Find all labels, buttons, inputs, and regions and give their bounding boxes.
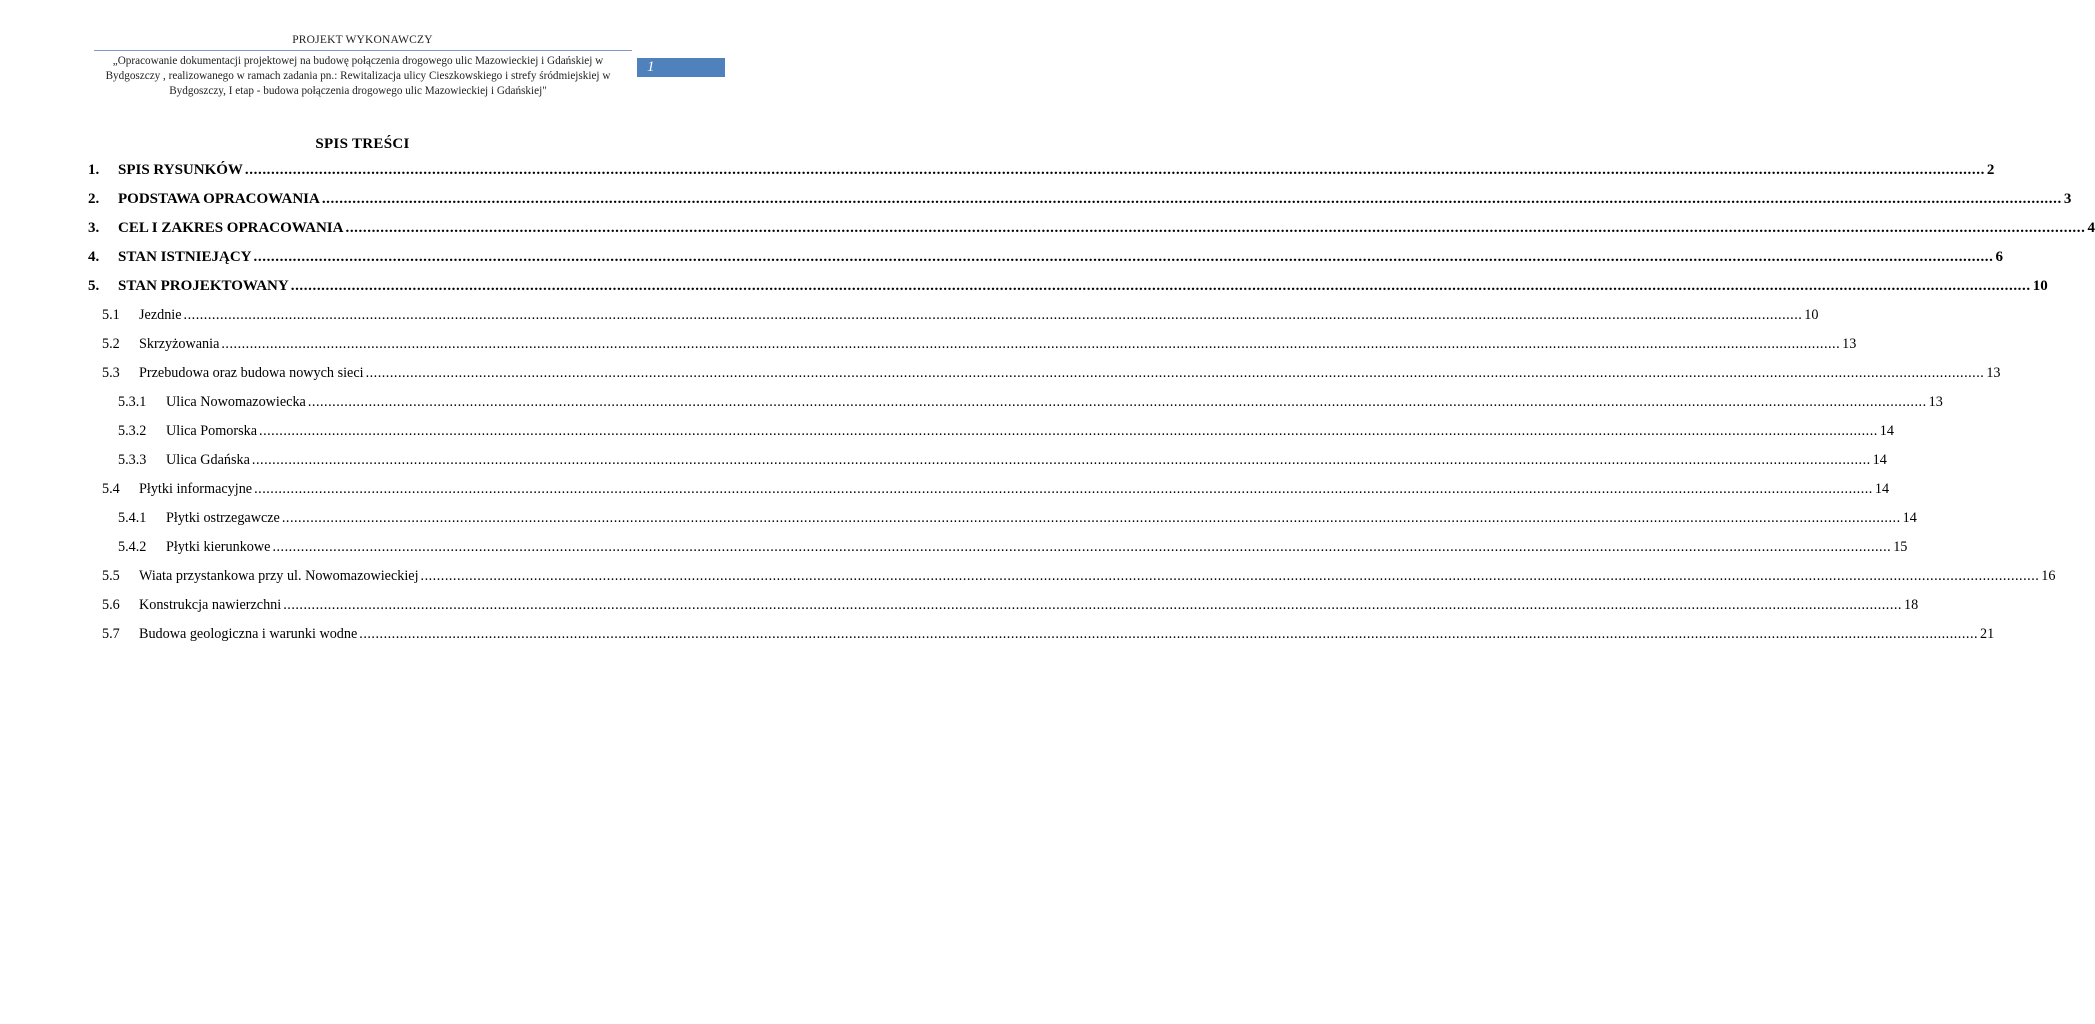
toc-entry-page: 15 [1893,539,1908,555]
toc-dot-leader: ................................................................................................................................................................................................................................................................................................................................................................................................................ [254,481,1873,497]
toc-entry-title: Ulica Gdańska [166,452,250,468]
toc-entry[interactable] [88,365,2001,394]
toc-entry[interactable] [88,452,1887,481]
toc-entry-number: 5.4 [102,481,120,497]
toc-entry-number: 3. [88,220,100,236]
toc-entry-number: 5.3.1 [118,394,147,410]
toc-entry-number: 5.3.3 [118,452,147,468]
toc-entry[interactable] [88,394,1943,423]
toc-dot-leader: ................................................................................................................................................................................................................................................................................................................................................................................................................ [221,336,1841,352]
toc-entry-page: 21 [1980,626,1995,642]
toc-dot-leader: ................................................................................................................................................................................................................................................................................................................................................................................................................ [321,191,2062,207]
toc-entry-number: 5.7 [102,626,120,642]
toc-entry-page: 4 [2087,220,2095,236]
toc-entry-page: 13 [1842,336,1857,352]
toc-entry-title: STAN ISTNIEJĄCY [118,249,252,265]
toc-entry-title: Płytki informacyjne [139,481,253,497]
toc-entry-page: 18 [1903,597,1919,613]
toc-entry-number: 5.1 [102,307,120,323]
toc-entry-page: 14 [1902,510,1917,526]
toc-entry[interactable] [88,626,1995,655]
toc-entry-title: Płytki kierunkowe [166,539,271,555]
toc-entry[interactable] [88,249,2004,278]
toc-entry-title: Ulica Pomorska [166,423,258,439]
toc-entry-page: 13 [1986,365,2001,381]
toc-entry[interactable] [88,539,1908,568]
toc-title: SPIS TREŚCI [315,136,410,152]
toc-entry-number: 5. [88,278,100,294]
toc-entry-page: 16 [2041,568,2056,584]
toc-entry-title: Skrzyżowania [139,336,220,352]
toc-entry-page: 2 [1986,162,1995,178]
toc-entry-page: 14 [1879,423,1894,439]
toc-dot-leader: ................................................................................................................................................................................................................................................................................................................................................................................................................ [345,220,2086,236]
toc-entry-page: 3 [2063,191,2072,207]
toc-entry-title: Ulica Nowomazowiecka [166,394,306,410]
toc-dot-leader: ................................................................................................................................................................................................................................................................................................................................................................................................................ [183,307,1803,323]
toc-entry-number: 5.4.2 [118,539,147,555]
toc-entry[interactable] [88,510,1917,539]
toc-entry[interactable] [88,423,1894,452]
toc-dot-leader: ................................................................................................................................................................................................................................................................................................................................................................................................................ [244,162,1985,178]
toc-entry[interactable] [88,568,2056,597]
toc-entry[interactable] [88,481,1890,510]
toc-dot-leader: ................................................................................................................................................................................................................................................................................................................................................................................................................ [420,568,2040,584]
toc-entry-page: 14 [1874,481,1890,497]
toc-dot-leader: ................................................................................................................................................................................................................................................................................................................................................................................................................ [259,423,1878,439]
table-of-contents [88,162,2095,655]
toc-entry-page: 13 [1928,394,1943,410]
toc-entry-number: 5.3 [102,365,120,381]
header-description: „Opracowanie dokumentacji projektowej na budowę połączenia drogowego ulic Mazowieckiej i Gdańskiej w Bydgoszczy , realizowanego w ramach zadania pn.: Rewitalizacja ulicy Cieszkowskiego i strefy śródmiejskiej w Bydgoszczy, I etap - budowa połączenia drogowego ulic Mazowieckiej i Gdańskiej" [105,55,611,97]
toc-entry-number: 5.6 [102,597,120,613]
toc-entry-title: Konstrukcja nawierzchni [139,597,282,613]
toc-entry-title: CEL I ZAKRES OPRACOWANIA [118,220,344,236]
toc-dot-leader: ................................................................................................................................................................................................................................................................................................................................................................................................................ [365,365,1985,381]
toc-dot-leader: ................................................................................................................................................................................................................................................................................................................................................................................................................ [359,626,1979,642]
toc-entry-title: STAN PROJEKTOWANY [118,278,289,294]
toc-entry-page: 6 [1995,249,2004,265]
header-title: PROJEKT WYKONAWCZY [292,34,433,46]
toc-entry-title: Przebudowa oraz budowa nowych sieci [139,365,364,381]
toc-entry-number: 5.4.1 [118,510,147,526]
toc-entry-number: 5.3.2 [118,423,147,439]
toc-dot-leader: ................................................................................................................................................................................................................................................................................................................................................................................................................ [281,510,1901,526]
toc-dot-leader: ................................................................................................................................................................................................................................................................................................................................................................................................................ [290,278,2031,294]
toc-dot-leader: ................................................................................................................................................................................................................................................................................................................................................................................................................ [272,539,1892,555]
toc-entry[interactable] [88,162,1995,191]
toc-entry-number: 5.5 [102,568,120,584]
toc-entry[interactable] [88,191,2072,220]
header-divider [94,50,632,51]
toc-entry-title: Wiata przystankowa przy ul. Nowomazowieckiej [139,568,419,584]
toc-entry-number: 4. [88,249,100,265]
toc-entry-page: 10 [2032,278,2048,294]
toc-entry-page: 10 [1804,307,1819,323]
toc-dot-leader: ................................................................................................................................................................................................................................................................................................................................................................................................................ [253,249,1994,265]
toc-entry-number: 1. [88,162,100,178]
toc-entry-title: SPIS RYSUNKÓW [118,162,243,178]
toc-entry-number: 2. [88,191,100,207]
toc-entry[interactable] [88,336,1857,365]
toc-dot-leader: ................................................................................................................................................................................................................................................................................................................................................................................................................ [283,597,1902,613]
toc-entry[interactable] [88,220,2095,249]
toc-entry[interactable] [88,278,2048,307]
toc-entry-number: 5.2 [102,336,120,352]
toc-entry[interactable] [88,307,1819,336]
toc-entry[interactable] [88,597,1919,626]
toc-entry-title: Budowa geologiczna i warunki wodne [139,626,358,642]
toc-entry-title: Płytki ostrzegawcze [166,510,280,526]
toc-dot-leader: ................................................................................................................................................................................................................................................................................................................................................................................................................ [307,394,1927,410]
page-number-badge: 1 [637,58,725,77]
toc-dot-leader: ................................................................................................................................................................................................................................................................................................................................................................................................................ [251,452,1871,468]
toc-entry-page: 14 [1872,452,1887,468]
toc-entry-title: Jezdnie [139,307,182,323]
toc-entry-title: PODSTAWA OPRACOWANIA [118,191,320,207]
